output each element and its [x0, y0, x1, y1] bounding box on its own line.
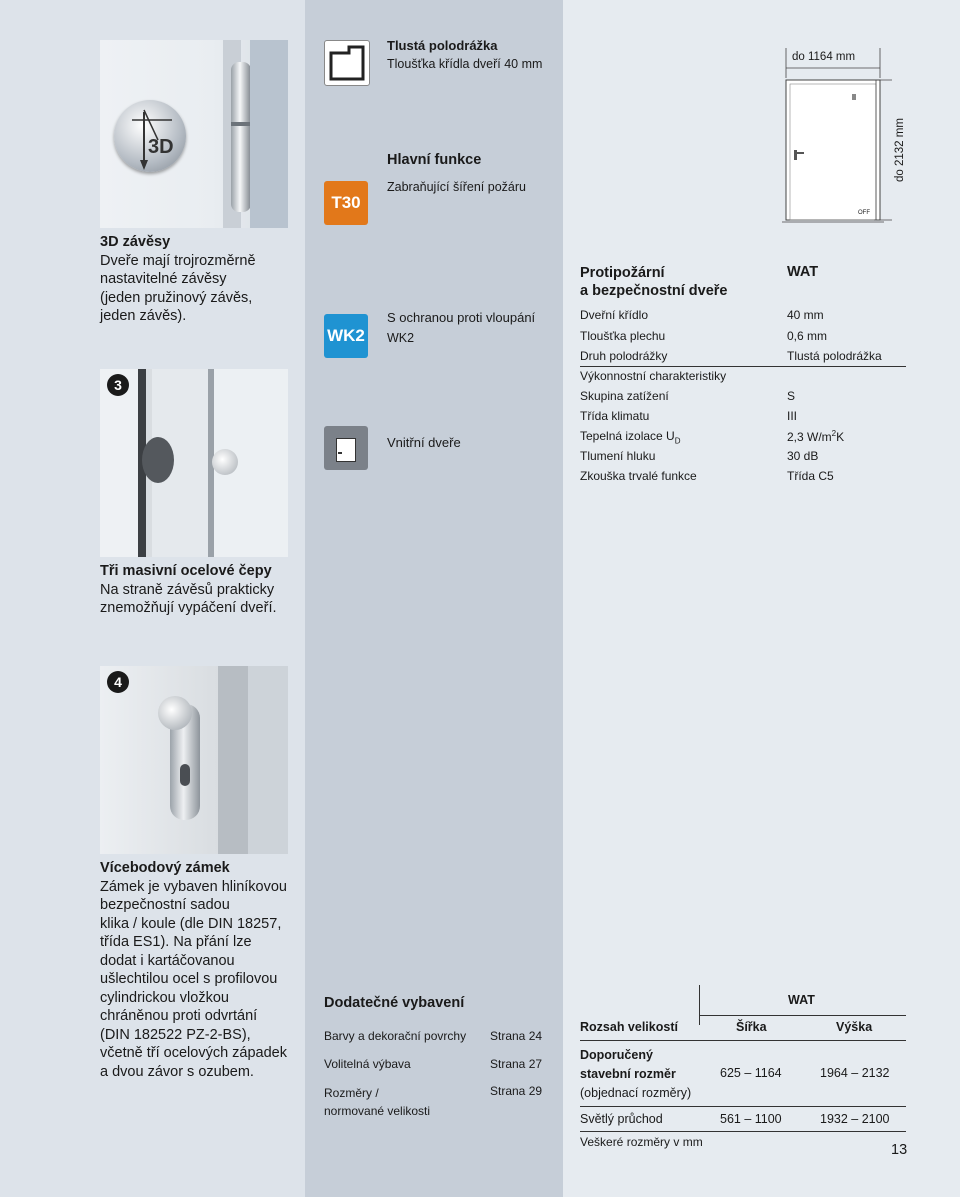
spec-label: Třída klimatu [580, 409, 650, 423]
extras-item-page: Strana 27 [490, 1057, 543, 1071]
hinge-photo [100, 40, 288, 228]
sizes-header-range: Rozsah velikostí [580, 1020, 678, 1034]
lock-line: chráněnou proti odvrtání [100, 1008, 258, 1024]
sizes-recommended-height: 1964 – 2132 [820, 1066, 890, 1080]
hinge-line: nastavitelné závěsy [100, 271, 227, 287]
lock-line: (DIN 182522 PZ-2-BS), [100, 1026, 251, 1043]
lock-line: ušlechtilou ocel s profilovou [100, 971, 278, 987]
spec-value [787, 429, 844, 444]
sizes-recommended-label [580, 1046, 691, 1103]
spec-value-sup: 2 [831, 429, 837, 438]
interior-title: Vnitřní dveře [387, 435, 461, 450]
3d-label: 3D [148, 136, 174, 158]
spec-label-text: Tepelná izolace U [580, 429, 675, 443]
sizes-divider [580, 1040, 906, 1041]
extras-item-label [324, 1084, 430, 1120]
spec-label: Skupina zatížení [580, 389, 669, 403]
floor-label: OFF [858, 210, 870, 216]
interior-door-icon [324, 426, 368, 470]
sizes-vline [699, 985, 700, 1025]
spec-value: 40 mm [787, 308, 824, 322]
lock-line: včetně tří ocelových západek [100, 1045, 287, 1061]
sizes-header-height: Výška [836, 1020, 873, 1034]
height-dimension: do 2132 mm [894, 118, 906, 182]
badge-4: 4 [107, 671, 129, 693]
wk2-title: S ochranou proti vloupání [387, 310, 536, 325]
pins-title: Tři masivní ocelové čepy [100, 563, 272, 579]
hinge-line: (jeden pružinový závěs, [100, 289, 253, 306]
spec-value: 0,6 mm [787, 329, 828, 343]
specs-title-line: a bezpečnostní dveře [580, 283, 728, 299]
extras-title: Dodatečné vybavení [324, 995, 465, 1011]
lock-line: cylindrickou vložkou [100, 989, 229, 1006]
perf-title-label: Výkonnostní charakteristiky [580, 369, 727, 383]
spec-label: Dveřní křídlo [580, 308, 649, 322]
spec-value-text: 2,3 W/m [787, 430, 832, 444]
lock-caption [100, 859, 305, 1081]
pins-line: Na straně závěsů prakticky [100, 581, 275, 598]
spec-value: III [787, 409, 798, 423]
pins-photo [100, 369, 288, 557]
sizes-divider [580, 1106, 906, 1107]
spec-value: Třída C5 [787, 469, 834, 483]
lock-line: dodat i kartáčovanou [100, 952, 235, 969]
spec-label: Tloušťka plechu [580, 329, 666, 343]
spec-label: Druh polodrážky [580, 349, 668, 363]
lock-line: klika / koule (dle DIN 18257, [100, 915, 282, 932]
3d-adjust-icon [114, 100, 186, 172]
specs-column-wat: WAT [787, 264, 819, 280]
door-dimension-drawing [782, 48, 902, 228]
spec-label [580, 429, 681, 445]
spec-label-sub: D [674, 436, 681, 446]
frame-title: Tlustá polodrážka [387, 38, 498, 53]
page-number: 13 [891, 1142, 908, 1158]
extras-item-page: Strana 24 [490, 1029, 543, 1043]
lock-line: a dvou závor s ozubem. [100, 1063, 254, 1080]
extras-item-label-line: Rozměry / [324, 1086, 379, 1100]
specs-title-line: Protipožární [580, 265, 665, 281]
sizes-group-wat: WAT [788, 993, 815, 1007]
spec-value: 30 dB [787, 449, 819, 463]
main-functions-heading: Hlavní funkce [387, 152, 482, 168]
badge-3: 3 [107, 374, 129, 396]
spec-divider [580, 366, 906, 367]
extras-item-label: Barvy a dekorační povrchy [324, 1029, 467, 1043]
lock-title: Vícebodový zámek [100, 860, 230, 876]
sizes-recommended-line: (objednací rozměry) [580, 1086, 692, 1100]
pins-line: znemožňují vypáčení dveří. [100, 600, 277, 616]
sizes-clear-label: Světlý průchod [580, 1112, 663, 1126]
sizes-note: Veškeré rozměry v mm [580, 1135, 703, 1149]
sizes-divider [580, 1131, 906, 1132]
spec-value-tail: K [836, 430, 845, 444]
hinge-line: jeden závěs). [100, 308, 187, 324]
sizes-recommended-line: Doporučený [580, 1048, 653, 1062]
hinge-title: 3D závěsy [100, 234, 171, 250]
lock-line: třída ES1). Na přání lze [100, 934, 252, 950]
width-dimension: do 1164 mm [792, 51, 856, 63]
spec-label: Zkouška trvalé funkce [580, 469, 697, 483]
wk2-sub: WK2 [387, 331, 415, 345]
extras-item-label: Volitelná výbava [324, 1057, 411, 1071]
t30-icon: T30 [324, 181, 368, 225]
sizes-header-width: Šířka [736, 1020, 767, 1034]
lock-line: bezpečnostní sadou [100, 897, 230, 913]
hinge-line: Dveře mají trojrozměrně [100, 252, 256, 269]
sizes-recommended-line: stavební rozměr [580, 1067, 676, 1081]
hinge-caption [100, 233, 300, 326]
lock-photo [100, 666, 288, 854]
sizes-recommended-width: 625 – 1164 [720, 1066, 782, 1080]
sizes-clear-width: 561 – 1100 [720, 1112, 782, 1126]
spec-value: S [787, 389, 796, 403]
frame-profile-icon [324, 40, 370, 86]
pins-caption [100, 562, 300, 618]
specs-title [580, 264, 727, 300]
sizes-divider [700, 1015, 906, 1016]
spec-value: Tlustá polodrážka [787, 349, 882, 363]
lock-line: Zámek je vybaven hliníkovou [100, 878, 287, 895]
spec-label: Tlumení hluku [580, 449, 656, 463]
wk2-icon: WK2 [324, 314, 368, 358]
frame-sub: Tloušťka křídla dveří 40 mm [387, 57, 543, 71]
main-functions-sub: Zabraňující šíření požáru [387, 180, 526, 194]
extras-item-page: Strana 29 [490, 1084, 543, 1098]
extras-item-label-line: normované velikosti [324, 1104, 431, 1118]
sizes-clear-height: 1932 – 2100 [820, 1112, 890, 1126]
